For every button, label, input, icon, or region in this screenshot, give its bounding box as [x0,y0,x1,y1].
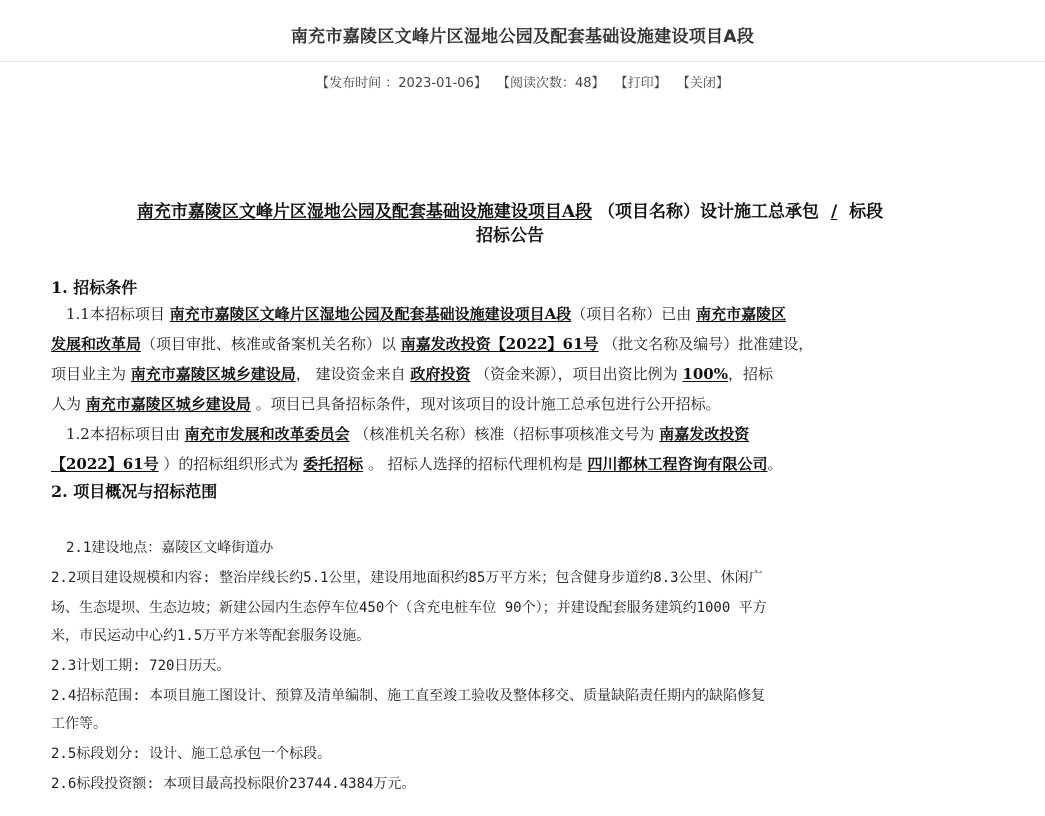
heading-project-name: 南充市嘉陵区文峰片区湿地公园及配套基础设施建设项目A段 [136,202,593,222]
text: ，招标 [727,365,773,383]
text: 1.1本招标项目 [66,305,170,323]
document-heading [0,200,1020,248]
title-divider [0,61,1045,62]
item-2-4-line-2: 工作等。 [51,716,107,732]
heading-slash: / [830,202,838,222]
item-2-2-line-1: 2.2项目建设规模和内容: 整治岸线长约5.1公里，建设用地面积约85万平方米；包含健身步道约8.3公里、休闲广 [51,570,763,586]
para-1-1-line-1 [66,304,786,324]
project-name: 南充市嘉陵区文峰片区湿地公园及配套基础设施建设项目A段 [169,305,572,323]
heading-tail: 标段 [849,202,884,222]
text: 。 招标人选择的招标代理机构是 [363,455,588,473]
para-1-2-line-2 [51,454,783,474]
item-2-2-line-2: 场、生态堤坝、生态边坡；新建公园内生态停车位450个（含充电桩车位 90个）；并建设配套服务建筑约1000 平方 [51,600,767,616]
text: （资金来源），项目出资比例为 [470,365,683,383]
text: 。 [767,455,783,473]
heading-rest: （项目名称）设计施工总承包 [598,202,820,222]
text: ， 建设资金来自 [295,365,411,383]
text: （批文名称及编号）批准建设， [598,335,814,353]
text: 1.2本招标项目由 [66,425,185,443]
text: （核准机关名称）核准（招标事项核准文号为 [349,425,660,443]
item-2-3: 2.3计划工期: 720日历天。 [51,658,231,674]
approval-doc-number: 南嘉发改投资【2022】61号 [400,335,599,353]
item-2-1: 2.1建设地点：嘉陵区文峰街道办 [66,540,274,556]
tenderer: 南充市嘉陵区城乡建设局 [85,395,251,413]
approver-name-cont: 发展和改革局 [51,335,142,353]
text: （项目名称）已由 [571,305,697,323]
text: 。项目已具备招标条件，现对该项目的设计施工总承包进行公开招标。 [250,395,721,413]
approval-reference: 南嘉发改投资 [659,425,750,443]
section-2-title: 2. 项目概况与招标范围 [51,482,218,501]
approver-name: 南充市嘉陵区 [696,305,787,323]
para-1-1-line-3 [51,364,773,384]
tender-form: 委托招标 [303,455,364,473]
para-1-2-line-1 [66,424,749,444]
item-2-6: 2.6标段投资额: 本项目最高投标限价23744.4384万元。 [51,776,416,792]
print-link[interactable]: 【打印】 [614,76,667,91]
close-link[interactable]: 【关闭】 [676,76,729,91]
item-2-2-line-3: 米，市民运动中心约1.5万平方米等配套服务设施。 [51,628,371,644]
project-owner: 南充市嘉陵区城乡建设局 [130,365,296,383]
approval-authority: 南充市发展和改革委员会 [184,425,350,443]
funding-ratio: 100% [682,365,728,383]
page-title: 南充市嘉陵区文峰片区湿地公园及配套基础设施建设项目A段 [290,27,755,47]
para-1-1-line-4 [51,394,721,414]
heading-line-1 [0,200,1020,224]
item-2-5: 2.5标段划分: 设计、施工总承包一个标段。 [51,746,332,762]
fund-source: 政府投资 [410,365,471,383]
para-1-1-line-2 [51,334,813,354]
approval-reference-cont: 【2022】61号 [51,455,159,473]
text: 人为 [51,395,86,413]
text: 项目业主为 [51,365,131,383]
heading-line-2: 招标公告 [476,226,544,246]
section-1-title: 1. 招标条件 [51,278,138,297]
text: （项目审批、核准或备案机关名称）以 [141,335,401,353]
text: ）的招标组织形式为 [158,455,304,473]
item-2-4-line-1: 2.4招标范围: 本项目施工图设计、预算及清单编制、施工直至竣工验收及整体移交、质量缺陷责任期内的缺陷修复 [51,688,766,704]
tender-agency: 四川都林工程咨询有限公司 [587,455,768,473]
view-count: 【阅读次数：48】 [496,76,605,91]
publish-date: 【发布时间 ：2023-01-06】 [316,76,487,91]
meta-bar [0,72,1045,91]
